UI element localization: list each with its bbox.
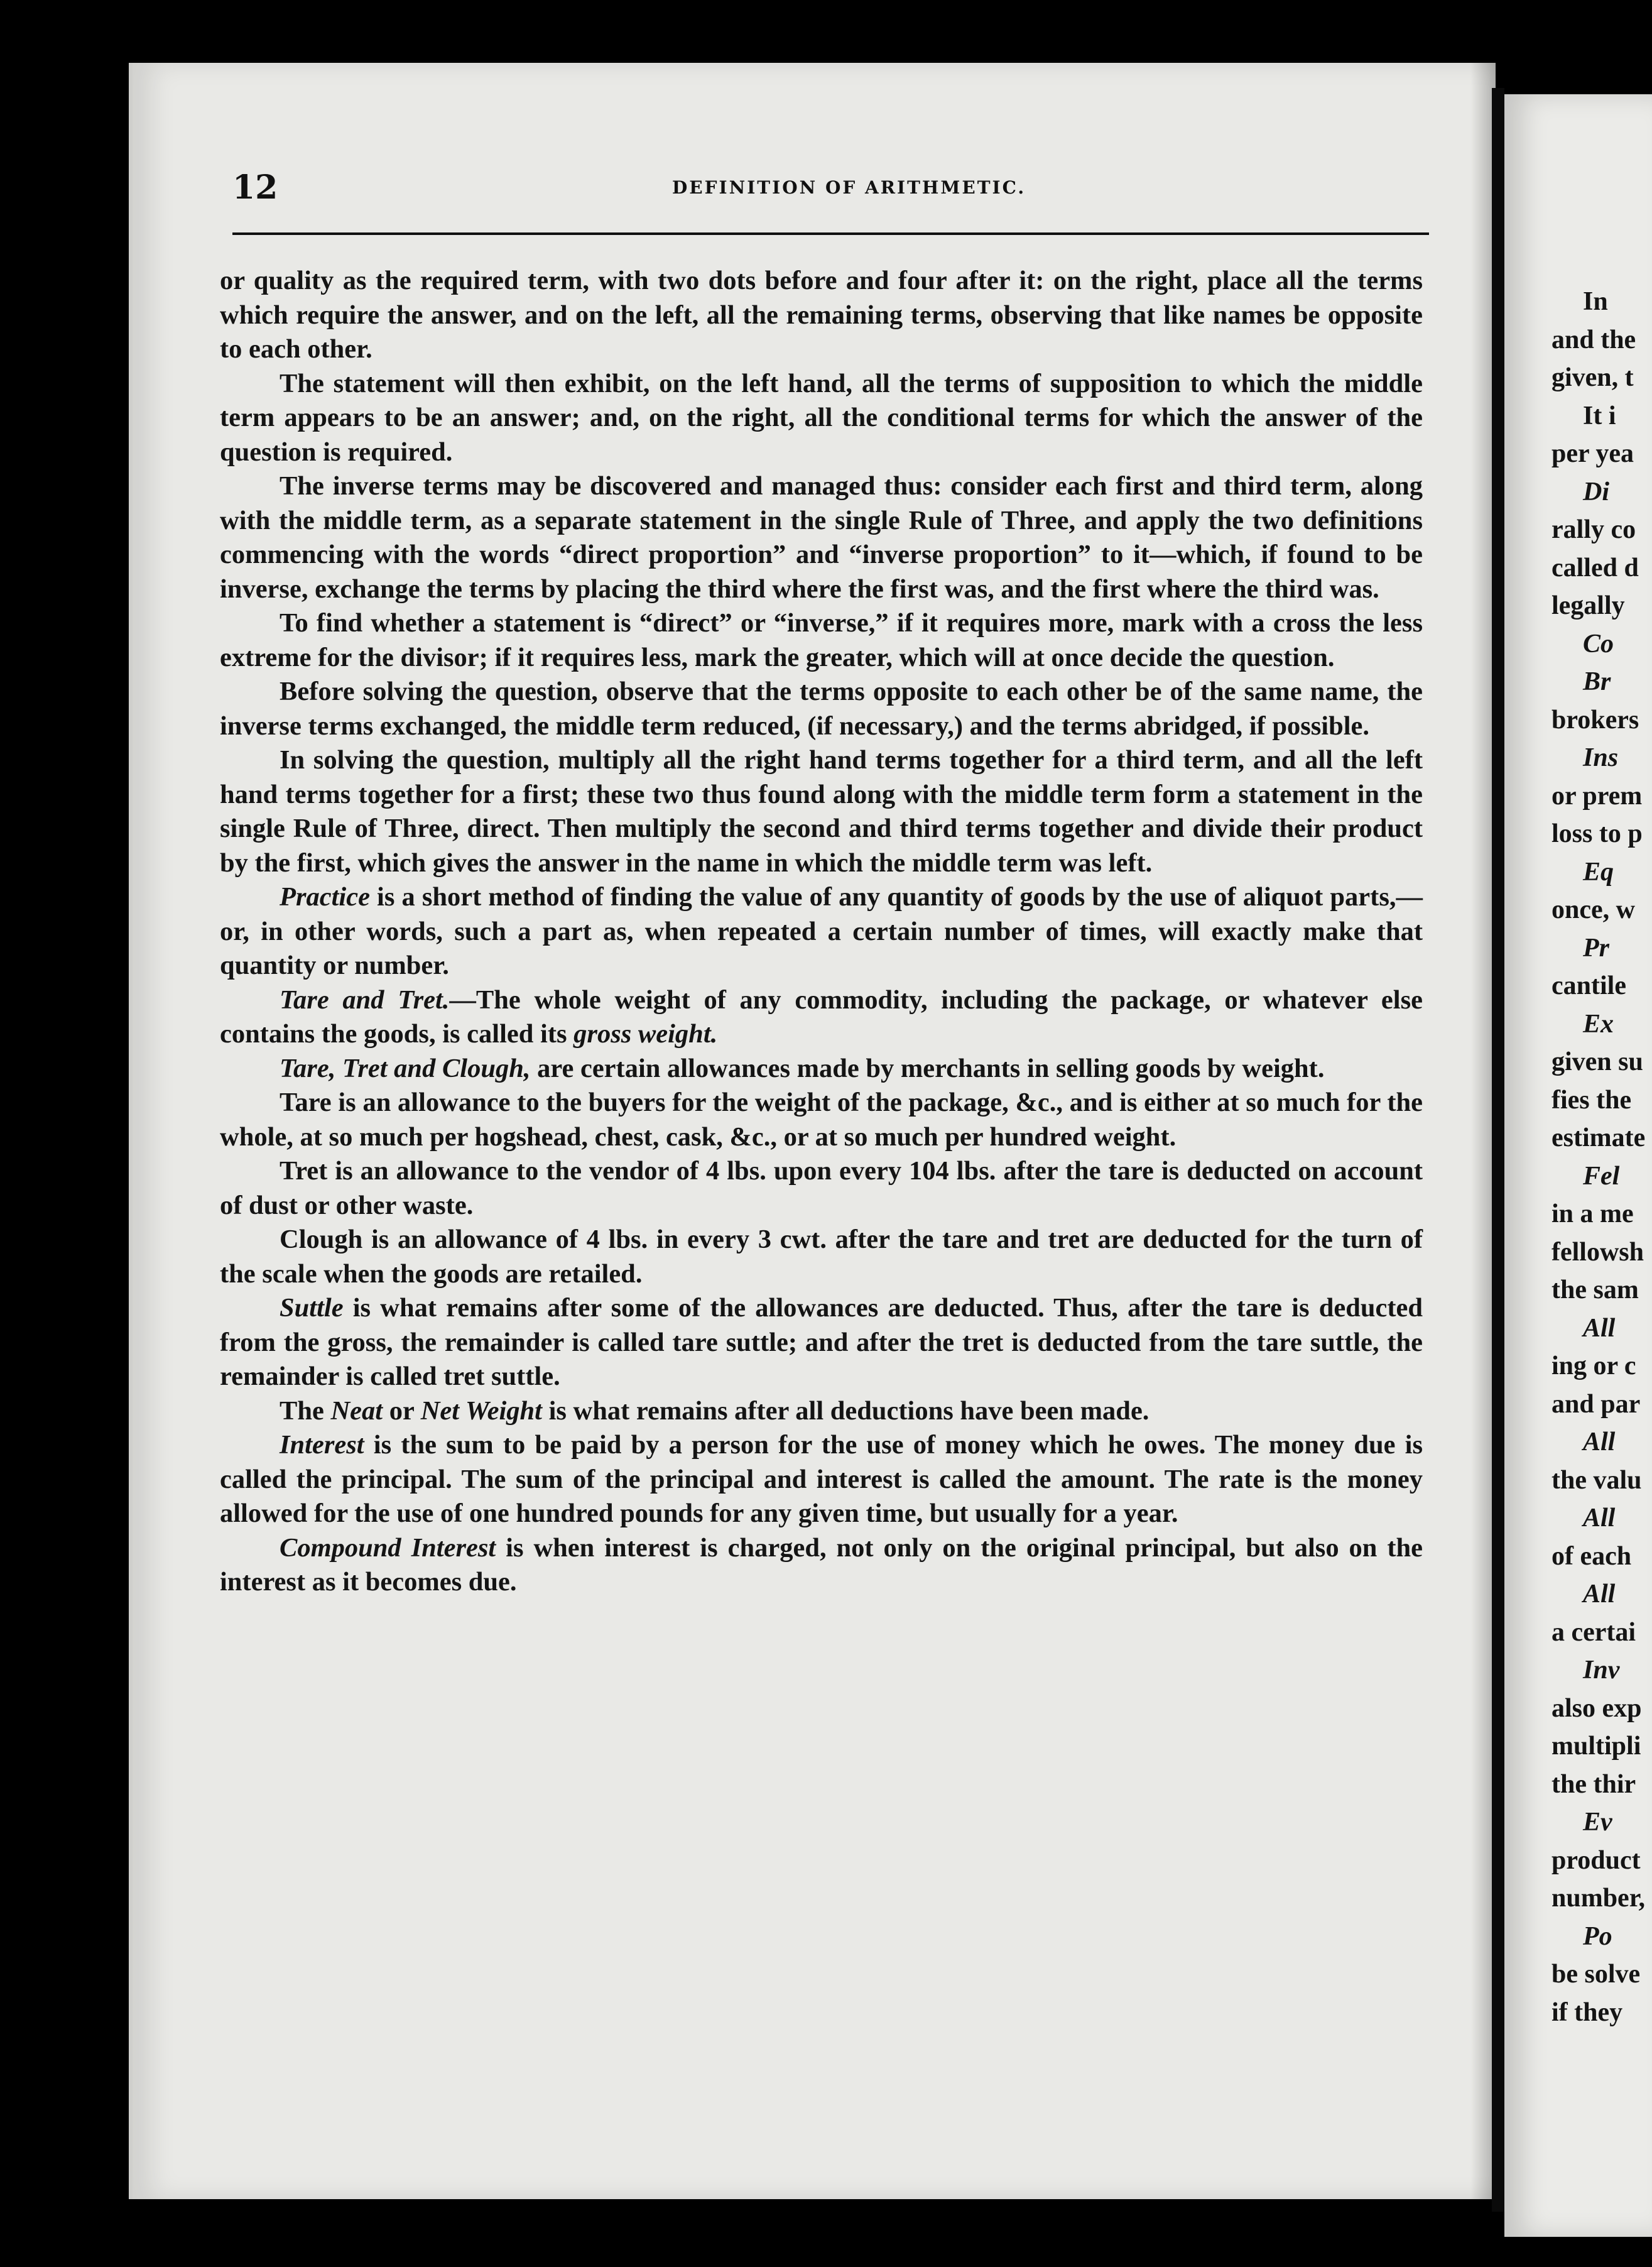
right-page-fragment: rally co: [1551, 515, 1636, 544]
right-page-line: [1551, 283, 1652, 321]
right-page-fragment: also exp: [1551, 1693, 1642, 1723]
page-number: 12: [232, 168, 278, 207]
right-page-fragment: All: [1583, 1313, 1616, 1343]
right-page-fragment: Di: [1583, 477, 1609, 506]
right-page-fragment: ing or c: [1551, 1352, 1636, 1380]
text-run: The: [280, 1396, 331, 1426]
italic-term: Practice: [280, 882, 370, 912]
right-page-line: [1551, 625, 1652, 664]
text-run: The inverse terms may be discovered and managed thus: consider each first and third term, along with the middle term, as a separate statement in the single Rule of Three, and apply the two definitions commencing with the words “direct proportion” and “inverse proportion” to it—which, if found to be inverse, exchange the terms by placing the third where the first was, and the first where the third was.: [220, 471, 1423, 604]
italic-term: gross weight.: [573, 1019, 718, 1049]
right-page-line: [1551, 1385, 1652, 1424]
paragraph: [220, 1052, 1423, 1086]
right-page-fragment: the sam: [1551, 1276, 1639, 1304]
right-page-fragment: legally: [1551, 591, 1625, 620]
right-page-fragment: Ev: [1583, 1808, 1612, 1837]
italic-term: Net Weight: [420, 1396, 542, 1426]
right-page-line: [1551, 815, 1652, 853]
right-page-fragment: multipli: [1551, 1732, 1641, 1761]
right-page-line: [1551, 473, 1652, 511]
right-page-line: [1551, 1727, 1652, 1766]
right-page-line: [1551, 435, 1652, 473]
right-page-line: [1551, 739, 1652, 777]
text-run: is what remains after some of the allowances are deducted. Thus, after the tare is deducted from the gross, the remainder is called tare suttle; and after the tret is deducted from the tare suttle, the remainder is called tret suttle.: [220, 1293, 1423, 1391]
right-page-line: [1551, 1423, 1652, 1461]
right-page-fragment: All: [1583, 1504, 1616, 1532]
header-rule: [232, 232, 1429, 235]
right-page-fragment: estimate: [1551, 1123, 1646, 1152]
right-page-fragment: fellowsh: [1551, 1237, 1644, 1267]
paragraph: [220, 675, 1423, 743]
right-page-fragment: of each: [1551, 1541, 1632, 1571]
right-page-line: [1551, 929, 1652, 968]
right-page-fragment: loss to p: [1551, 819, 1643, 848]
right-page-line: [1551, 1043, 1652, 1081]
right-page-line: [1551, 1347, 1652, 1385]
paragraph: [220, 1531, 1423, 1600]
paragraph: [220, 983, 1423, 1052]
paragraph: [220, 1086, 1423, 1154]
right-page-fragment: Co: [1583, 629, 1614, 658]
right-page-line: [1551, 777, 1652, 816]
running-head: DEFINITION OF ARITHMETIC.: [672, 177, 1026, 198]
paragraph: [220, 264, 1423, 367]
right-page-line: [1551, 1918, 1652, 1956]
body-text: [220, 264, 1423, 1600]
paragraph: [220, 1154, 1423, 1223]
right-page-fragment: and the: [1551, 325, 1636, 354]
right-page-fragment: In: [1583, 287, 1608, 316]
right-page-line: [1551, 1005, 1652, 1044]
paragraph: [220, 1291, 1423, 1394]
right-page-line: [1551, 967, 1652, 1005]
text-run: or quality as the required term, with two dots before and four after it: on the right, place all the terms which require the answer, and on the left, all the remaining terms, observing that like names be opposite to each other.: [220, 266, 1423, 364]
paragraph: [220, 1394, 1423, 1429]
right-page-line: [1551, 1157, 1652, 1196]
text-run: The statement will then exhibit, on the left hand, all the terms of supposition to which the middle term appears to be an answer; and, on the right, all the conditional terms for which the answer of the question is required.: [220, 368, 1423, 467]
text-run: is when interest is charged, not only on the original principal, but also on the interest as it becomes due.: [220, 1532, 1423, 1597]
right-page-line: [1551, 701, 1652, 740]
right-page-fragment: Br: [1583, 667, 1611, 696]
right-page-line: [1551, 359, 1652, 397]
paragraph: [220, 469, 1423, 606]
right-page-fragment: once, w: [1551, 895, 1635, 924]
right-page-line: [1551, 1195, 1652, 1233]
right-page-fragment: a certai: [1551, 1617, 1636, 1647]
right-page-line: [1551, 1994, 1652, 2032]
right-page-fragment: in a me: [1551, 1199, 1634, 1228]
right-page-line: [1551, 511, 1652, 549]
text-run: To find whether a statement is “direct” or “inverse,” if it requires more, mark with a cross the less extreme for the divisor; if it requires less, mark the greater, which will at once decide the question.: [220, 608, 1423, 672]
page-header: [232, 168, 1426, 212]
book-gutter: [1492, 88, 1504, 2212]
italic-term: Tare, Tret and Clough,: [280, 1053, 531, 1083]
text-run: is a short method of finding the value of any quantity of goods by the use of aliquot parts,—or, in other words, such a part as, when repeated a certain number of times, will exactly make that quantity or number.: [220, 882, 1423, 980]
right-page-line: [1551, 1879, 1652, 1918]
right-page-fragment: Ins: [1583, 743, 1619, 772]
text-run: Before solving the question, observe that the terms opposite to each other be of the same name, the inverse terms exchanged, the middle term reduced, (if necessary,) and the terms abridged, if possible.: [220, 677, 1423, 741]
right-page-line: [1551, 1081, 1652, 1120]
right-page-fragment: Eq: [1583, 857, 1614, 887]
paragraph: [220, 880, 1423, 983]
italic-term: Tare and Tret.: [280, 985, 450, 1015]
text-run: In solving the question, multiply all the right hand terms together for a third term, and all the left hand terms together for a first; these two thus found along with the middle term form a statement in the single Rule of Three, direct. Then multiply the second and third terms together and divide their product by the first, which gives the answer in the name in which the middle term was left.: [220, 745, 1423, 878]
right-page-fragment: product: [1551, 1845, 1641, 1875]
right-page-fragment: fies the: [1551, 1085, 1632, 1115]
text-run: are certain allowances made by merchants in selling goods by weight.: [530, 1053, 1325, 1083]
right-page-fragment: Pr: [1583, 933, 1609, 963]
right-page-fragment: Ex: [1583, 1009, 1614, 1039]
right-page-line: [1551, 397, 1652, 435]
text-run: is what remains after all deductions have been made.: [541, 1396, 1149, 1426]
right-page-fragment: the valu: [1551, 1465, 1642, 1495]
right-page-line: [1551, 549, 1652, 587]
right-page-fragment: or prem: [1551, 781, 1643, 811]
right-page-line: [1551, 1803, 1652, 1842]
right-page-fragment: if they: [1551, 1997, 1623, 2027]
italic-term: Neat: [330, 1396, 383, 1426]
right-page-fragment: be solve: [1551, 1960, 1641, 1989]
right-page-fragment: given, t: [1551, 363, 1634, 392]
text-run: Clough is an allowance of 4 lbs. in every 3 cwt. after the tare and tret are deducted for the turn of the scale when the goods are retailed.: [220, 1225, 1423, 1289]
paragraph: [220, 1223, 1423, 1291]
right-page-fragment: Inv: [1583, 1656, 1620, 1685]
right-page-line: [1551, 891, 1652, 929]
right-page-line: [1551, 1690, 1652, 1728]
right-page-fragment: All: [1583, 1580, 1616, 1609]
right-page-line: [1551, 321, 1652, 359]
text-run: Tare is an allowance to the buyers for the weight of the package, &c., and is either at so much for the whole, at so much per hogshead, chest, cask, &c., or at so much per hundred weight.: [220, 1088, 1423, 1152]
italic-term: Suttle: [280, 1293, 344, 1323]
right-page-fragment: per yea: [1551, 439, 1634, 468]
right-page-line: [1551, 1233, 1652, 1272]
paragraph: [220, 743, 1423, 880]
right-page-fragment: number,: [1551, 1884, 1645, 1913]
right-page-line: [1551, 1614, 1652, 1652]
right-page-fragment: called d: [1551, 553, 1639, 582]
right-page-fragment: brokers: [1551, 705, 1639, 735]
right-page-line: [1551, 1538, 1652, 1576]
italic-term: Interest: [280, 1430, 364, 1460]
right-page-line: [1551, 1499, 1652, 1538]
right-page-line: [1551, 853, 1652, 892]
right-page-fragment: given su: [1551, 1047, 1643, 1076]
right-page-fragment: All: [1583, 1428, 1616, 1456]
right-page-line: [1551, 1842, 1652, 1880]
right-page-line: [1551, 587, 1652, 625]
text-run: Tret is an allowance to the vendor of 4 lbs. upon every 104 lbs. after the tare is deducted on account of dust or other waste.: [220, 1156, 1423, 1220]
right-page-line: [1551, 1271, 1652, 1309]
right-page-line: [1551, 663, 1652, 701]
right-page-line: [1551, 1955, 1652, 1994]
right-page-line: [1551, 1575, 1652, 1614]
paragraph: [220, 606, 1423, 675]
right-page-line: [1551, 1766, 1652, 1804]
paragraph: [220, 367, 1423, 470]
right-page-line: [1551, 1461, 1652, 1500]
right-page-fragment: the thir: [1551, 1769, 1636, 1799]
right-page-line: [1551, 1119, 1652, 1157]
right-page-fragment: and par: [1551, 1389, 1641, 1419]
right-page-text-fragments: [1551, 283, 1652, 2031]
right-page-fragment: It i: [1583, 401, 1616, 430]
right-page-line: [1551, 1309, 1652, 1348]
italic-term: Compound Interest: [280, 1532, 496, 1563]
paragraph: [220, 1428, 1423, 1531]
text-run: or: [383, 1396, 421, 1426]
text-run: is the sum to be paid by a person for the use of money which he owes. The money due is called the principal. The sum of the principal and interest is called the amount. The rate is the money allowed for the use of one hundred pounds for any given time, but usually for a year.: [220, 1430, 1423, 1528]
right-page-fragment: cantile: [1551, 971, 1626, 1000]
right-page-fragment: Fel: [1583, 1161, 1620, 1191]
right-page-line: [1551, 1651, 1652, 1690]
right-page-fragment: Po: [1583, 1921, 1612, 1951]
text-run: —The whole weight of any commodity, including the package, or whatever else contains the goods, is called its: [220, 985, 1423, 1049]
